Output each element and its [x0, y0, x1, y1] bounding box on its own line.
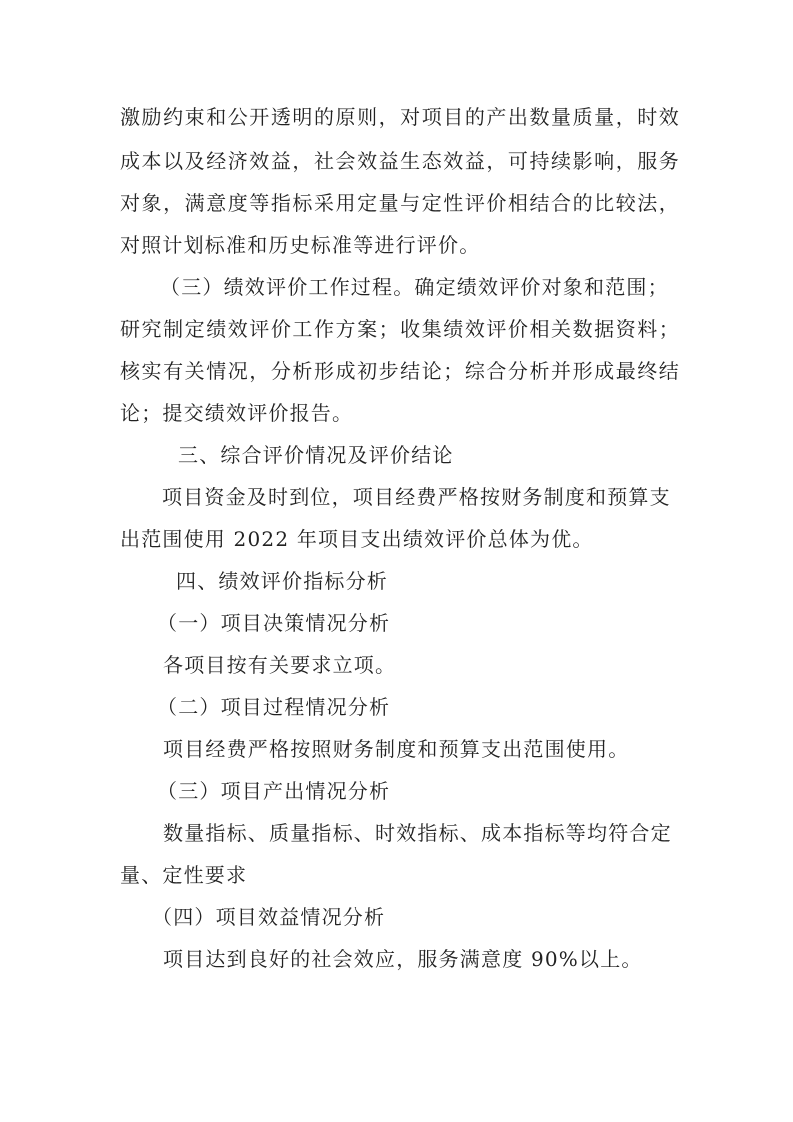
paragraph-2-line-2: 研究制定绩效评价工作方案；收集绩效评价相关数据资料； [120, 317, 680, 341]
paragraph-3-line-2: 出范围使用 2022 年项目支出绩效评价总体为优。 [120, 527, 594, 551]
decision-text: 各项目按有关要求立项。 [163, 653, 397, 677]
paragraph-1-line-3: 对象，满意度等指标采用定量与定性评价相结合的比较法， [120, 191, 680, 215]
output-text-line-1: 数量指标、质量指标、时效指标、成本指标等均符合定 [163, 821, 672, 845]
paragraph-2-line-3: 核实有关情况，分析形成初步结论；综合分析并形成最终结 [120, 359, 680, 383]
paragraph-3-line-1: 项目资金及时到位，项目经费严格按财务制度和预算支 [162, 485, 671, 509]
paragraph-2-line-1: （三）绩效评价工作过程。确定绩效评价对象和范围； [160, 275, 669, 299]
section-heading-3: 三、综合评价情况及评价结论 [178, 443, 454, 467]
paragraph-1-line-4: 对照计划标准和历史标准等进行评价。 [120, 233, 481, 257]
paragraph-1-line-1: 激励约束和公开透明的原则，对项目的产出数量质量，时效 [120, 105, 680, 129]
process-text: 项目经费严格按照财务制度和预算支出范围使用。 [163, 737, 630, 761]
paragraph-2-line-4: 论；提交绩效评价报告。 [120, 401, 354, 425]
subheading-decision: （一）项目决策情况分析 [157, 611, 391, 635]
section-heading-4: 四、绩效评价指标分析 [176, 569, 388, 593]
subheading-output: （三）项目产出情况分析 [157, 779, 391, 803]
subheading-process: （二）项目过程情况分析 [157, 695, 391, 719]
benefit-text: 项目达到良好的社会效应，服务满意度 90%以上。 [163, 947, 643, 971]
paragraph-1-line-2: 成本以及经济效益，社会效益生态效益，可持续影响，服务 [120, 149, 680, 173]
output-text-line-2: 量、定性要求 [120, 863, 248, 887]
subheading-benefit: （四）项目效益情况分析 [152, 905, 386, 929]
